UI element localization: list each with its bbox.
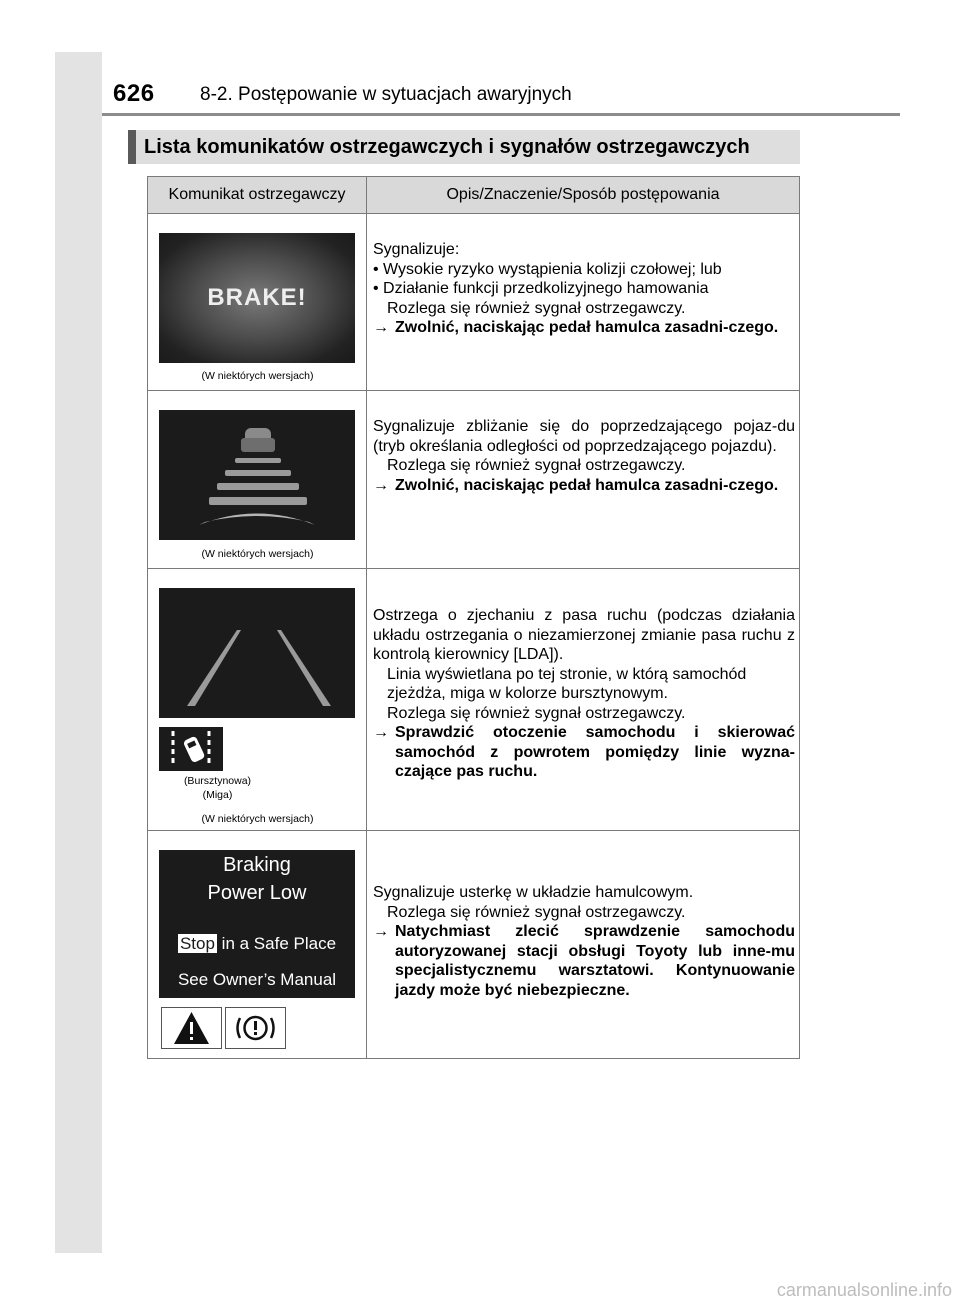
header-divider (102, 113, 900, 116)
description-cell (367, 569, 800, 831)
brake-display (159, 233, 355, 363)
version-caption: (W niektórych wersjach) (201, 370, 314, 382)
description-cell (367, 391, 800, 569)
description-line: Sygnalizuje usterkę w układzie hamulcowym. (373, 884, 694, 901)
display-line: Power Low (207, 882, 307, 904)
description-line: Rozlega się również sygnał ostrzegawczy. (387, 903, 686, 921)
description-line: Rozlega się również sygnał ostrzegawczy. (387, 299, 686, 317)
description-cell (367, 214, 800, 391)
message-cell (148, 214, 367, 391)
lane-lines-graphic (159, 588, 355, 718)
display-line: Stop in a Safe Place (179, 934, 337, 953)
section-accent (128, 130, 136, 164)
arrow-icon: → (373, 724, 389, 741)
icon-color-caption: (Bursztynowa) (183, 775, 252, 787)
section-title-bar (128, 130, 800, 164)
table-header-row (148, 177, 800, 214)
description-line: Rozlega się również sygnał ostrzegawczy. (387, 704, 686, 722)
lane-departure-icon (159, 727, 223, 771)
display-line: Braking (223, 854, 291, 876)
description-line: Sygnalizuje: (373, 241, 460, 258)
column-header-description: Opis/Znaczenie/Sposób postępowania (367, 177, 800, 214)
message-cell (148, 569, 367, 831)
version-caption: (W niektórych wersjach) (201, 813, 314, 825)
section-title: Lista komunikatów ostrzegawczych i sygnałów ostrzegawczych (144, 136, 750, 158)
display-line: See Owner’s Manual (177, 970, 337, 989)
description-bullet: • Działanie funkcji przedkolizyjnego hamowania (373, 280, 709, 297)
arrow-icon: → (373, 319, 389, 336)
lane-display (159, 588, 355, 718)
icon-blink-caption: (Miga) (202, 789, 233, 801)
description-line: Sygnalizuje zbliżanie się do poprzedzającego pojaz-du (tryb określania odległości od poprzedzającego pojazdu). (373, 418, 795, 455)
arrow-icon: → (373, 923, 389, 940)
vehicle-distance-icon (159, 410, 355, 540)
description-line: Rozlega się również sygnał ostrzegawczy. (387, 457, 686, 474)
chapter-title: 8-2. Postępowanie w sytuacjach awaryjnych (200, 84, 572, 105)
action-instruction: → Zwolnić, naciskając pedał hamulca zasadni-czego. (373, 319, 779, 336)
brake-power-low-display (159, 850, 355, 998)
column-header-message: Komunikat ostrzegawczy (148, 177, 367, 214)
description-cell (367, 831, 800, 1059)
page-number: 626 (113, 80, 155, 107)
arrow-icon: → (373, 476, 389, 494)
warning-triangle-icon (161, 1007, 222, 1049)
action-instruction: → Sprawdzić otoczenie samochodu i skierować samochód z powrotem pomiędzy linie wyzna-czające pas ruchu. (373, 724, 795, 780)
table-row (148, 391, 800, 569)
side-band (55, 52, 102, 1253)
description-line: Linia wyświetlana po tej stronie, w którą samochód zjeżdża, miga w kolorze bursztynowym. (387, 665, 747, 702)
description-line: Ostrzega o zjechaniu z pasa ruchu (podczas działania układu ostrzegania o niezamierzonej zmianie pasa ruchu z kontrolą kierownicy [LDA]). (373, 607, 795, 663)
watermark: carmanualsonline.info (776, 1280, 952, 1300)
version-caption: (W niektórych wersjach) (201, 548, 314, 560)
description-bullet: • Wysokie ryzyko wystąpienia kolizji czołowej; lub (373, 260, 722, 278)
action-instruction: → Natychmiast zlecić sprawdzenie samochodu autoryzowanej stacji obsługi Toyoty lub inne-mu specjalistycznemu warsztatowi. Kontynuowanie jazdy może być niebezpieczne. (373, 923, 795, 999)
warning-table (147, 176, 800, 1059)
table-row (148, 569, 800, 831)
action-instruction: → Zwolnić, naciskając pedał hamulca zasadni-czego. (373, 476, 779, 494)
table-row (148, 214, 800, 391)
message-cell (148, 391, 367, 569)
distance-display (159, 410, 355, 540)
brake-display-text: BRAKE! (207, 284, 307, 311)
brake-system-icon (225, 1007, 286, 1049)
